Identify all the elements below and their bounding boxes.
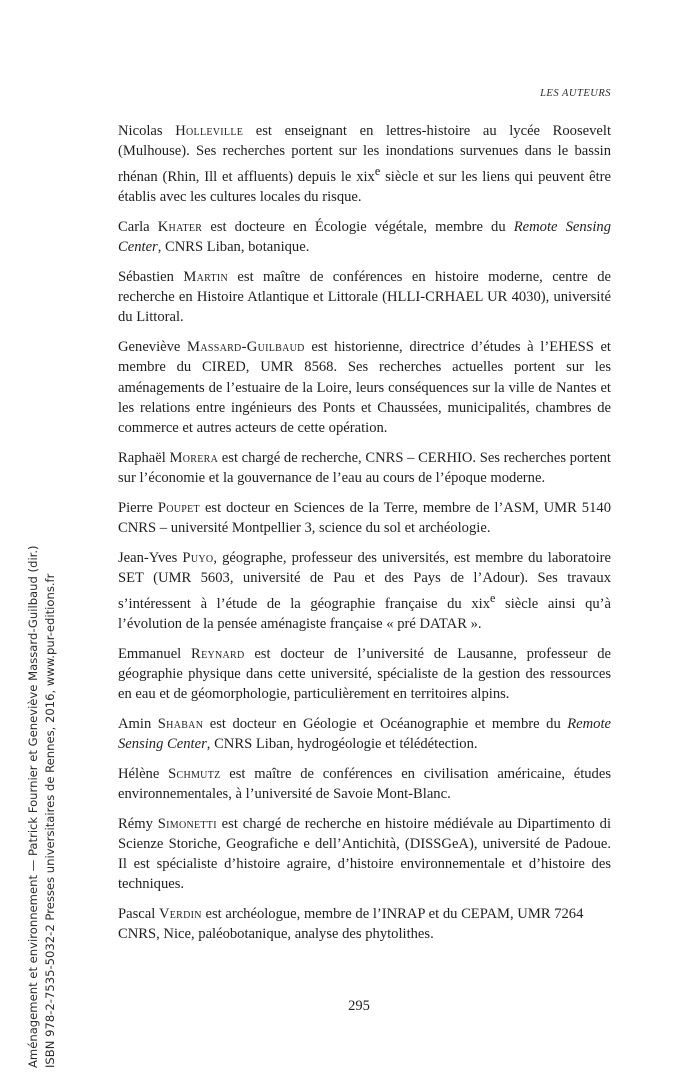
author-first-name: Sébastien [118,269,184,286]
author-entry-reynard [118,644,611,705]
author-first-name: Raphaël [118,449,170,466]
author-bio-continued: siècle ainsi qu’à l’évolution de la pensée aménagiste française « pré DATAR ». [118,595,611,632]
side-credit-title: Aménagement et environnement — Patrick Fournier et Geneviève Massard-Guilbaud (dir.) [26,545,40,1068]
author-surname: Reynard [191,645,245,662]
author-surname: Khater [157,219,203,236]
author-bio: est chargé de recherche en histoire médiévale au Dipartimento di Scienze Storiche, Geografiche e dell’Antichità, (DISSGeA), université de Padoue. Il est spécialiste d’histoire agraire, d’histoire environnementale et d’histoire des techniques. [118,815,611,893]
author-first-name: Rémy [118,815,158,832]
author-bio: est docteur en Géologie et Océanographie et membre du [203,715,568,732]
author-surname: Morera [169,449,219,466]
author-bio: est enseignant en lettres-histoire au lycée Roosevelt (Mulhouse). Ses recherches portent sur les inondations survenues dans le bassin rhénan (Rhin, Ill et affluents) depuis le xix [118,123,611,186]
author-surname: Martin [183,269,229,286]
author-entry-shaban [118,714,611,754]
author-bio: est docteur en Sciences de la Terre, membre de l’ASM, UMR 5140 CNRS – université Montpellier 3, science du sol et archéologie. [118,499,611,536]
author-entry-morera [118,448,611,488]
author-entry-verdin [118,904,611,944]
author-surname: Verdin [158,905,202,922]
author-bio: est archéologue, membre de l’INRAP et du CEPAM, UMR 7264 CNRS, Nice, paléobotanique, analyse des phytolithes. [118,905,584,943]
author-entry-massard-guilbaud [118,337,611,438]
author-first-name: Emmanuel [118,645,192,662]
page-number: 295 [348,998,370,1014]
author-first-name: Amin [118,715,158,732]
author-first-name: Hélène [118,765,169,782]
authors-list [118,121,611,954]
author-first-name: Carla [118,219,158,236]
author-first-name: Nicolas [118,123,176,139]
author-first-name: Geneviève [118,339,188,356]
running-header: LES AUTEURS [540,88,611,99]
author-entry-poupet [118,498,611,538]
author-entry-holleville [118,121,611,208]
superscript: e [490,590,496,605]
author-surname: Schmutz [168,765,221,782]
author-entry-simonetti [118,814,611,895]
author-bio: est chargé de recherche, CNRS – CERHIO. Ses recherches portent sur l’économie et la gouvernance de l’eau au cours de l’époque moderne. [118,449,611,486]
side-credit-isbn: ISBN 978-2-7535-5032-2 Presses universitaires de Rennes, 2016, www.pur-editions.fr [42,573,57,1068]
author-bio-continued: , CNRS Liban, botanique. [157,239,310,256]
author-surname: Simonetti [157,815,217,832]
author-first-name: Pascal [118,905,159,922]
author-bio-continued: siècle et sur les liens qui peuvent être établis avec les cultures locales du risque. [118,169,611,206]
author-entry-puyo [118,548,611,635]
author-bio: est maître de conférences en civilisation américaine, études environnementales, à l’université de Savoie Mont-Blanc. [118,765,611,802]
author-first-name: Jean-Yves [118,549,183,566]
author-surname: Puyo [182,549,214,566]
author-entry-khater [118,217,611,257]
author-surname: Massard-Guilbaud [187,339,305,356]
author-surname: Poupet [157,499,200,516]
author-bio: est docteure en Écologie végétale, membre du [202,219,514,236]
author-surname: Shaban [157,715,204,732]
institution-italic: Remote Sensing Center [118,219,611,256]
author-entry-schmutz [118,764,611,804]
author-bio: , géographe, professeur des universités, est membre du laboratoire SET (UMR 5603, université de Pau et des Pays de l’Adour). Ses travaux s’intéressent à l’étude de la géographie française du xix [118,549,611,612]
author-surname: Holleville [175,123,244,139]
author-bio: est maître de conférences en histoire moderne, centre de recherche en Histoire Atlantique et Littorale (HLLI-CRHAEL UR 4030), université du Littoral. [118,269,611,326]
author-bio: est historienne, directrice d’études à l’EHESS et membre du CIRED, UMR 8568. Ses recherches actuelles portent sur les aménagements de l’estuaire de la Loire, leurs conséquences sur la ville de Nantes et les relations entre ingénieurs des Ponts et Chaussées, municipalités, chambres de commerce et autres acteurs de cette opération. [118,339,611,436]
superscript: e [374,164,381,179]
author-entry-martin [118,267,611,328]
author-first-name: Pierre [118,499,158,516]
author-bio: est docteur de l’université de Lausanne, professeur de géographie physique dans cette université, spécialiste de la gestion des ressources en eau et de géomorphologie, particulièrement en territoires alpins. [118,645,612,703]
author-bio-continued: , CNRS Liban, hydrogéologie et télédétection. [206,736,478,752]
institution-italic: Remote Sensing Center [118,715,612,752]
side-credit [25,468,58,1068]
